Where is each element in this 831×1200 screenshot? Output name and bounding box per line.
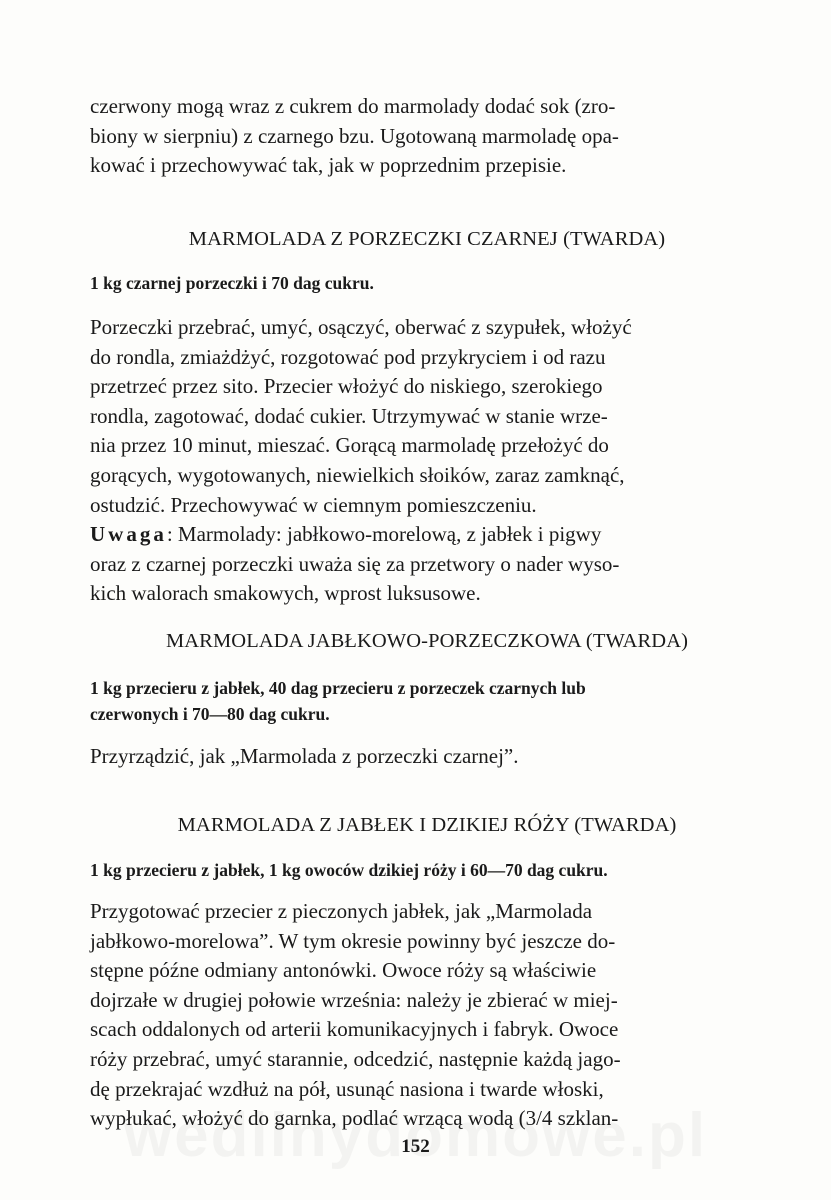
text-line: biony w sierpniu) z czarnego bzu. Ugotowaną marmoladę opa- [90, 123, 619, 148]
text-line: przetrzeć przez sito. Przecier włożyć do niskiego, szerokiego [90, 374, 603, 399]
recipe-method [90, 313, 764, 609]
text-line: czerwony mogą wraz z cukrem do marmolady dodać sok (zro- [90, 94, 616, 118]
text-line: wypłukać, włożyć do garnka, podlać wrzącą wodą (3/4 szklan- [90, 1106, 619, 1131]
note-line: kich walorach smakowych, wprost luksusowe. [90, 581, 481, 606]
text-line: Porzeczki przebrać, umyć, osączyć, oberwać z szypułek, włożyć [90, 315, 632, 339]
text-line: nia przez 10 minut, mieszać. Gorącą marmoladę przełożyć do [90, 433, 609, 458]
text-line: Przygotować przecier z pieczonych jabłek, jak „Marmolada [90, 899, 593, 923]
note-line: Uwaga: Marmolady: jabłkowo-morelową, z jabłek i pigwy [90, 522, 602, 547]
text-line: rondla, zagotować, dodać cukier. Utrzymywać w stanie wrze- [90, 403, 608, 428]
text-line: scach oddalonych od arterii komunikacyjnych i fabryk. Owoce [90, 1017, 619, 1042]
text-line: kować i przechowywać tak, jak w poprzednim przepisie. [90, 153, 567, 178]
recipe-title: MARMOLADA Z JABŁEK I DZIKIEJ RÓŻY (TWARDA) [177, 814, 677, 836]
recipe-ingredients: 1 kg przecieru z jabłek, 40 dag przecieru z porzeczek czarnych lub czerwonych i 70—80 dag cukru. [90, 678, 586, 724]
recipe-jablkowo-porzeczkowa [90, 630, 764, 653]
text-line: gorących, wygotowanych, niewielkich słoików, zaraz zamknąć, [90, 462, 625, 487]
recipe-method [90, 742, 764, 772]
text-line: ostudzić. Przechowywać w ciemnym pomieszczeniu. [90, 492, 537, 517]
text-line: róży przebrać, umyć starannie, odcedzić, następnie każdą jago- [90, 1046, 621, 1071]
page-number: 152 [401, 1136, 430, 1157]
recipe-czarna-porzeczka [90, 228, 764, 251]
text-line: do rondla, zmiażdżyć, rozgotować pod przykryciem i od razu [90, 344, 606, 369]
recipe-title: MARMOLADA Z PORZECZKI CZARNEJ (TWARDA) [188, 228, 666, 250]
text-line: jabłkowo-morelowa”. W tym okresie powinny być jeszcze do- [90, 928, 616, 953]
recipe-title: MARMOLADA JABŁKOWO-PORZECZKOWA (TWARDA) [165, 630, 689, 652]
text-line: dę przekrajać wzdłuż na pół, usunąć nasiona i twarde włoski, [90, 1076, 604, 1101]
recipe-ingredients: 1 kg czarnej porzeczki i 70 dag cukru. [90, 273, 374, 293]
text-line: Przyrządzić, jak „Marmolada z porzeczki czarnej”. [90, 744, 519, 768]
text-line: dojrzałe w drugiej połowie września: należy je zbierać w miej- [90, 987, 618, 1012]
note-line: oraz z czarnej porzeczki uważa się za przetwory o nader wyso- [90, 551, 620, 576]
note-label: Uwaga [90, 522, 167, 547]
text-line: stępne późne odmiany antonówki. Owoce róży są właściwie [90, 958, 597, 983]
intro-paragraph [90, 92, 764, 181]
recipe-method [90, 897, 764, 1134]
recipe-ingredients: 1 kg przecieru z jabłek, 1 kg owoców dzikiej róży i 60—70 dag cukru. [90, 860, 608, 880]
recipe-jablka-dzika-roza [90, 814, 764, 837]
